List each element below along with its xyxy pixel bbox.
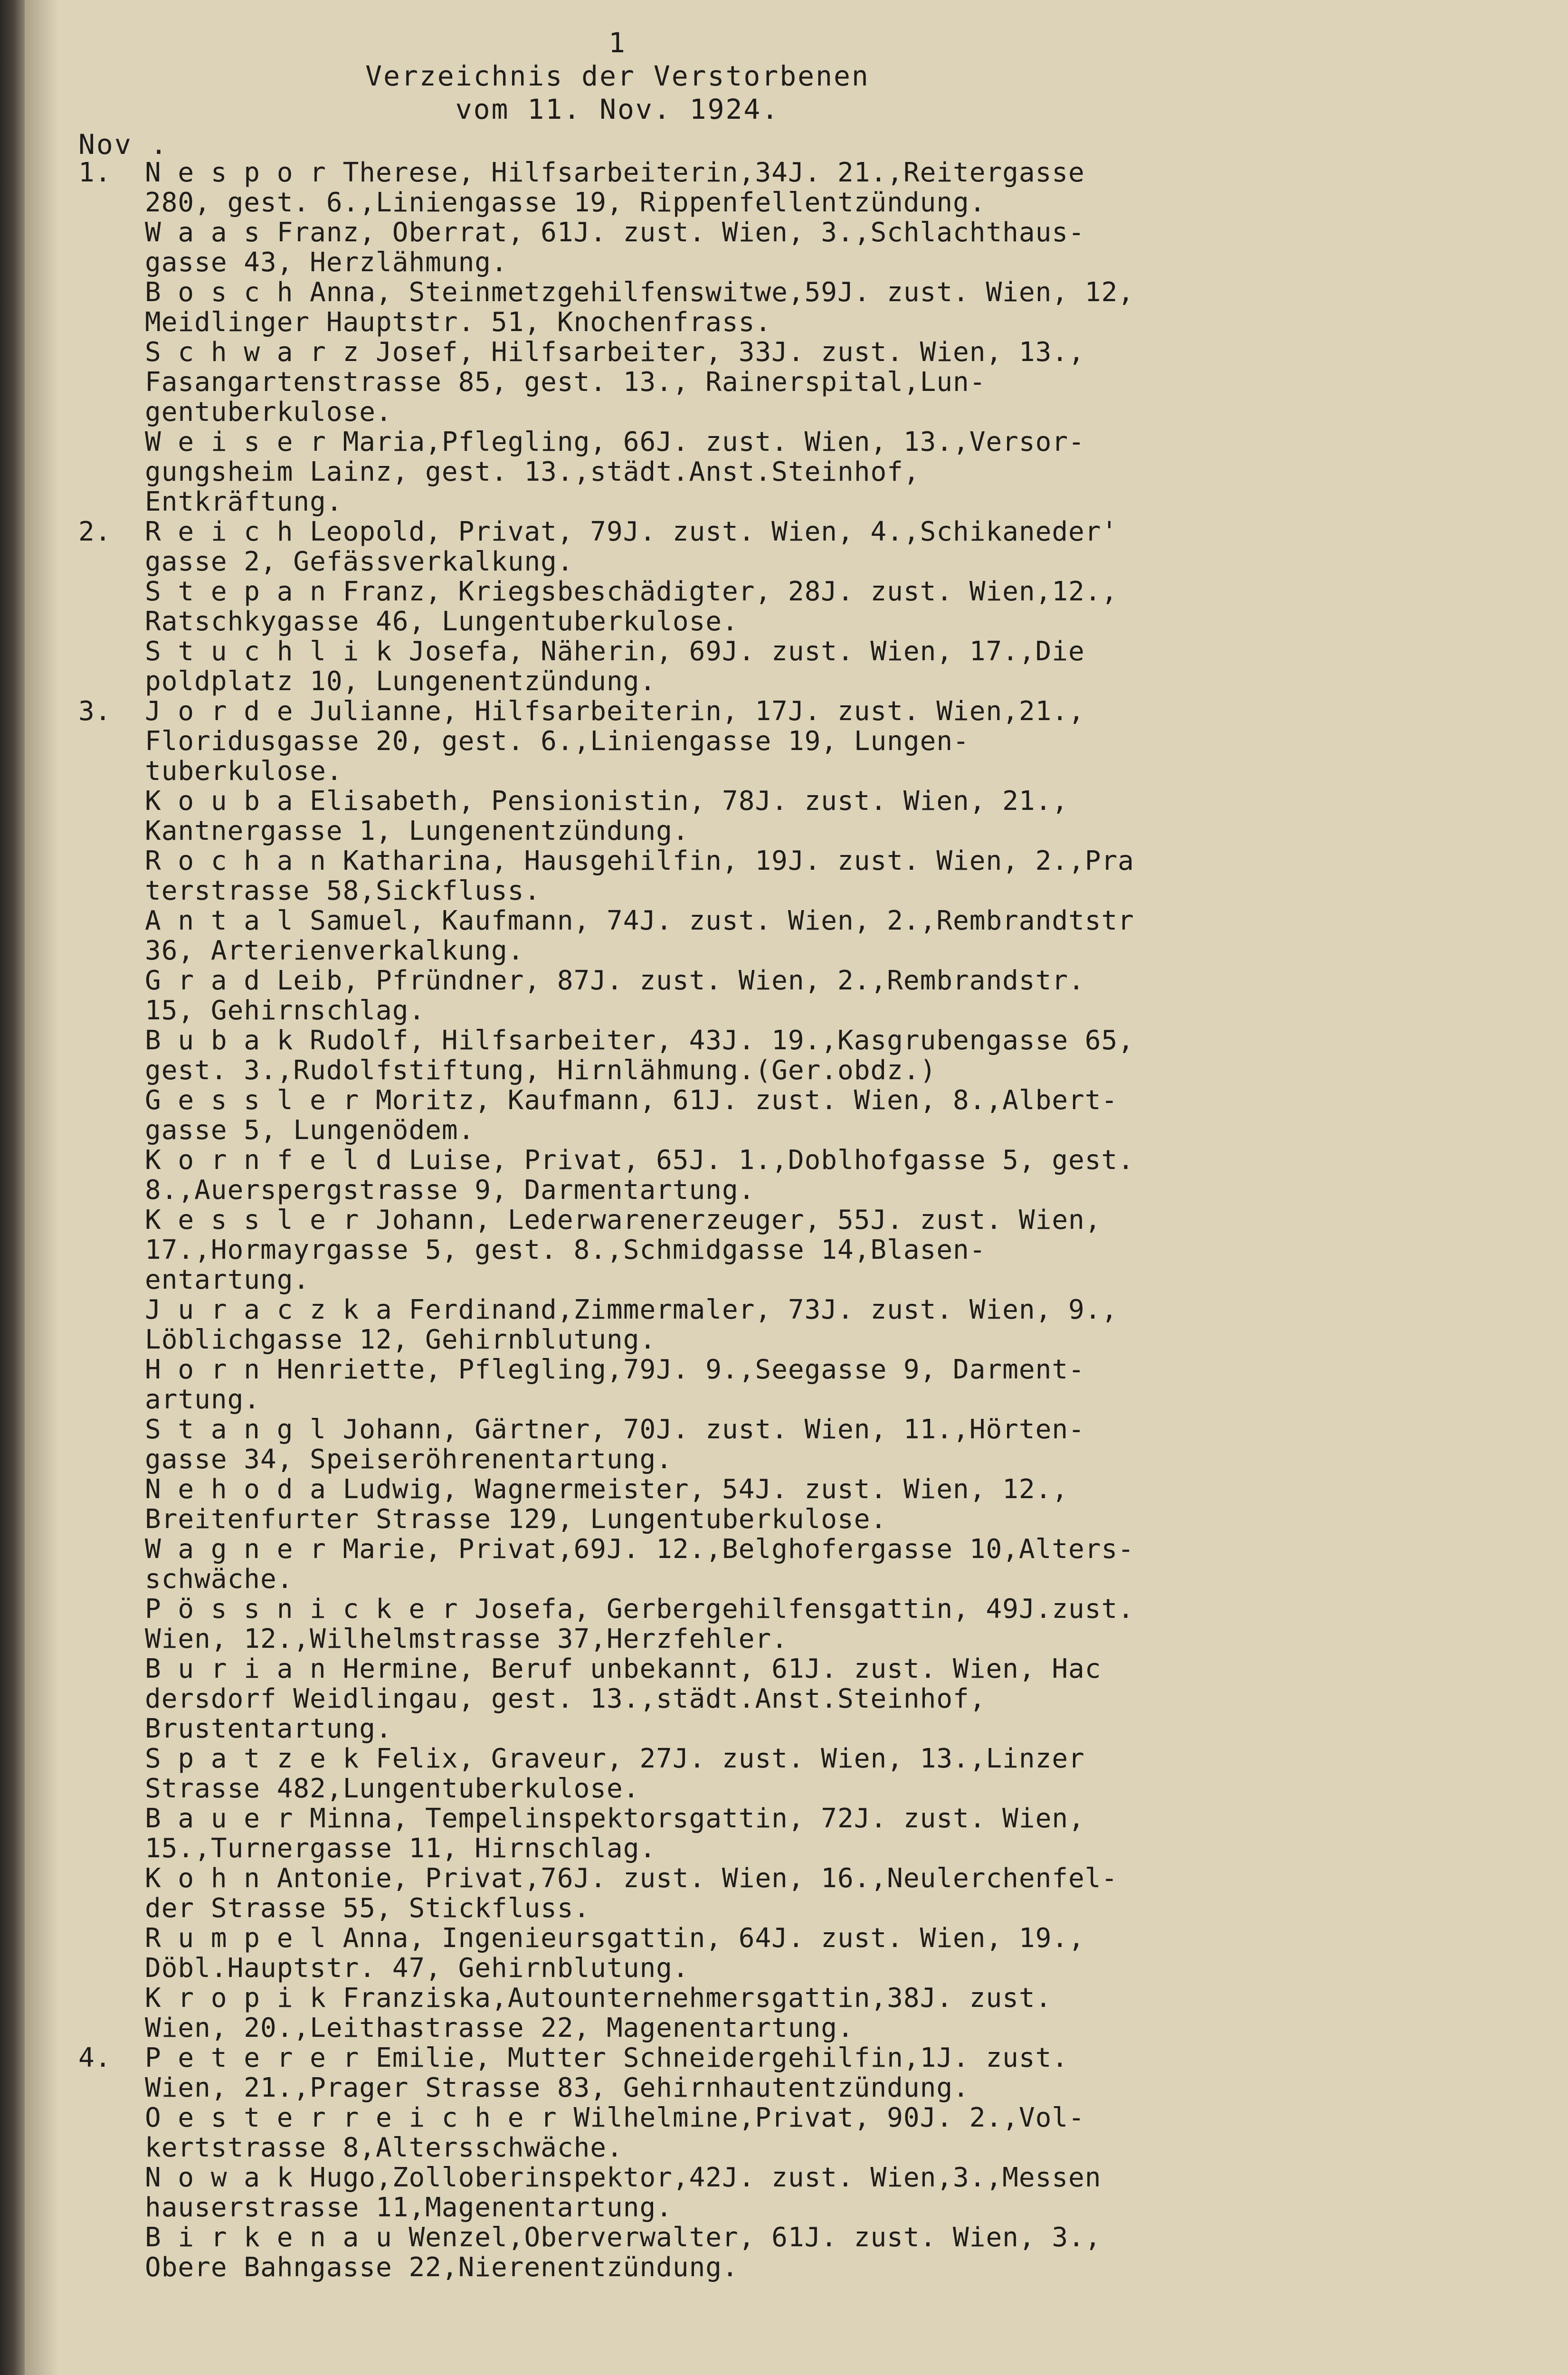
entry-line: Floridusgasse 20, gest. 6.,Liniengasse 19, Lungen- [145, 726, 969, 757]
register-entry [78, 1205, 1418, 1295]
register-entry [78, 1474, 1418, 1534]
entry-line: entartung. [145, 1264, 310, 1295]
entry-line: Brustentartung. [145, 1713, 392, 1744]
register-entry [78, 1145, 1418, 1205]
entry-line: W e i s e r Maria,Pflegling, 66J. zust. Wien, 13.,Versor- [145, 427, 1085, 457]
page-title: Verzeichnis der Verstorbenen [365, 60, 870, 92]
page-subtitle: vom 11. Nov. 1924. [455, 93, 780, 125]
entry-line: 15, Gehirnschlag. [145, 995, 426, 1026]
register-entry [78, 1654, 1418, 1744]
entry-line: 36, Arterienverkalkung. [145, 935, 524, 966]
entry-line: gungsheim Lainz, gest. 13.,städt.Anst.Steinhof, [145, 456, 920, 487]
entry-date: 3. [78, 696, 112, 727]
entry-line: terstrasse 58,Sickfluss. [145, 875, 541, 906]
register-entry [78, 1863, 1418, 1923]
entry-line: A n t a l Samuel, Kaufmann, 74J. zust. Wien, 2.,Rembrandtstr [145, 905, 1134, 936]
entry-line: N e s p o r Therese, Hilfsarbeiterin,34J. 21.,Reitergasse [145, 157, 1085, 188]
entry-line: B i r k e n a u Wenzel,Oberverwalter, 61J. zust. Wien, 3., [145, 2222, 1102, 2253]
entry-line: W a g n e r Marie, Privat,69J. 12.,Belghofergasse 10,Alters- [145, 1534, 1134, 1565]
entry-line: J u r a c z k a Ferdinand,Zimmermaler, 73J. zust. Wien, 9., [145, 1294, 1118, 1325]
entry-line: tuberkulose. [145, 756, 343, 787]
entry-line: Breitenfurter Strasse 129, Lungentuberkulose. [145, 1504, 887, 1535]
register-entry [78, 218, 1418, 277]
register-entry [78, 846, 1418, 906]
entry-line: Strasse 482,Lungentuberkulose. [145, 1773, 640, 1804]
entry-line: gasse 34, Speiseröhrenentartung. [145, 1444, 673, 1475]
entry-line: H o r n Henriette, Pflegling,79J. 9.,Seegasse 9, Darment- [145, 1354, 1085, 1385]
register-entry [78, 636, 1418, 696]
entry-line: W a a s Franz, Oberrat, 61J. zust. Wien, 3.,Schlachthaus- [145, 217, 1085, 248]
entry-line: G r a d Leib, Pfründner, 87J. zust. Wien, 2.,Rembrandstr. [145, 965, 1085, 996]
entry-line: dersdorf Weidlingau, gest. 13.,städt.Anst.Steinhof, [145, 1683, 986, 1714]
entry-line: Kantnergasse 1, Lungenentzündung. [145, 816, 689, 846]
entry-line: 17.,Hormayrgasse 5, gest. 8.,Schmidgasse 14,Blasen- [145, 1235, 986, 1265]
register-entry [78, 577, 1418, 636]
entry-line: P e t e r e r Emilie, Mutter Schneidergehilfin,1J. zust. [145, 2042, 1069, 2073]
entry-line: gasse 2, Gefässverkalkung. [145, 546, 574, 577]
entry-date: 2. [78, 516, 112, 547]
entry-line: R u m p e l Anna, Ingenieursgattin, 64J. zust. Wien, 19., [145, 1923, 1085, 1954]
register-entry [78, 1085, 1418, 1145]
entry-line: R e i c h Leopold, Privat, 79J. zust. Wien, 4.,Schikaneder' [145, 516, 1118, 547]
entry-line: schwäche. [145, 1564, 294, 1595]
entry-line: hauserstrasse 11,Magenentartung. [145, 2192, 673, 2223]
entry-line: S c h w a r z Josef, Hilfsarbeiter, 33J. zust. Wien, 13., [145, 337, 1085, 368]
entry-line: gest. 3.,Rudolfstiftung, Hirnlähmung.(Ger.obdz.) [145, 1055, 937, 1086]
entry-line: N e h o d a Ludwig, Wagnermeister, 54J. zust. Wien, 12., [145, 1474, 1069, 1505]
entry-line: S t u c h l i k Josefa, Näherin, 69J. zust. Wien, 17.,Die [145, 636, 1085, 667]
entry-line: Löblichgasse 12, Gehirnblutung. [145, 1324, 656, 1355]
register-entry [78, 966, 1418, 1026]
entry-line: O e s t e r r e i c h e r Wilhelmine,Privat, 90J. 2.,Vol- [145, 2102, 1085, 2133]
entry-line: gentuberkulose. [145, 397, 392, 428]
entry-line: Obere Bahngasse 22,Nierenentzündung. [145, 2252, 739, 2283]
page-header [285, 26, 950, 126]
entry-line: Ratschkygasse 46, Lungentuberkulose. [145, 606, 739, 637]
entry-line: K o u b a Elisabeth, Pensionistin, 78J. zust. Wien, 21., [145, 786, 1069, 817]
entry-line: P ö s s n i c k e r Josefa, Gerbergehilfensgattin, 49J.zust. [145, 1594, 1134, 1624]
entry-line: K e s s l e r Johann, Lederwarenerzeuger, 55J. zust. Wien, [145, 1205, 1102, 1235]
register-entry [78, 1534, 1418, 1594]
register-entry [78, 1804, 1418, 1863]
entry-line: B u r i a n Hermine, Beruf unbekannt, 61J. zust. Wien, Hac [145, 1653, 1102, 1684]
register-entry [78, 786, 1418, 846]
register-entry [78, 1594, 1418, 1654]
entry-line: Meidlinger Hauptstr. 51, Knochenfrass. [145, 307, 772, 338]
entry-line: R o c h a n Katharina, Hausgehilfin, 19J. zust. Wien, 2.,Pra [145, 846, 1134, 876]
death-register-list [78, 158, 1418, 2282]
entry-line: K o h n Antonie, Privat,76J. zust. Wien, 16.,Neulerchenfel- [145, 1863, 1118, 1894]
entry-line: K o r n f e l d Luise, Privat, 65J. 1.,Doblhofgasse 5, gest. [145, 1145, 1134, 1176]
register-entry [78, 2163, 1418, 2223]
register-entry [78, 906, 1418, 966]
entry-line: poldplatz 10, Lungenentzündung. [145, 666, 656, 697]
entry-line: Döbl.Hauptstr. 47, Gehirnblutung. [145, 1953, 689, 1984]
entry-line: kertstrasse 8,Altersschwäche. [145, 2132, 623, 2163]
entry-line: G e s s l e r Moritz, Kaufmann, 61J. zust. Wien, 8.,Albert- [145, 1085, 1118, 1116]
entry-line: Wien, 20.,Leithastrasse 22, Magenentartung. [145, 2013, 854, 2043]
register-entry [78, 1983, 1418, 2043]
entry-line: 8.,Auerspergstrasse 9, Darmentartung. [145, 1175, 755, 1206]
register-entry [78, 2223, 1418, 2282]
entry-line: K r o p i k Franziska,Autounternehmersgattin,38J. zust. [145, 1983, 1052, 2014]
entry-line: B a u e r Minna, Tempelinspektorsgattin, 72J. zust. Wien, [145, 1803, 1085, 1834]
register-entry [78, 2043, 1418, 2103]
register-entry [78, 277, 1418, 337]
entry-line: S t a n g l Johann, Gärtner, 70J. zust. Wien, 11.,Hörten- [145, 1414, 1085, 1445]
entry-line: der Strasse 55, Stickfluss. [145, 1893, 590, 1924]
register-entry [78, 1355, 1418, 1415]
register-entry [78, 1923, 1418, 1983]
register-entry [78, 1026, 1418, 1085]
register-entry [78, 427, 1418, 517]
register-entry [78, 1744, 1418, 1804]
register-entry [78, 2103, 1418, 2163]
register-entry [78, 158, 1418, 218]
page-number: 1 [608, 27, 627, 59]
entry-line: J o r d e Julianne, Hilfsarbeiterin, 17J. zust. Wien,21., [145, 696, 1085, 727]
entry-date: 1. [78, 157, 112, 188]
entry-date: 4. [78, 2042, 112, 2073]
month-marker: Nov . [78, 128, 169, 161]
register-entry [78, 1415, 1418, 1474]
entry-line: Entkräftung. [145, 486, 343, 517]
entry-line: Wien, 21.,Prager Strasse 83, Gehirnhautentzündung. [145, 2072, 969, 2103]
entry-line: Fasangartenstrasse 85, gest. 13., Rainerspital,Lun- [145, 367, 986, 398]
entry-line: gasse 43, Herzlähmung. [145, 247, 508, 278]
register-entry [78, 696, 1418, 786]
entry-line: S t e p a n Franz, Kriegsbeschädigter, 28J. zust. Wien,12., [145, 576, 1118, 607]
entry-line: 280, gest. 6.,Liniengasse 19, Rippenfellentzündung. [145, 187, 986, 218]
entry-line: gasse 5, Lungenödem. [145, 1115, 475, 1146]
register-entry [78, 517, 1418, 577]
entry-line: 15.,Turnergasse 11, Hirnschlag. [145, 1833, 656, 1864]
entry-line: S p a t z e k Felix, Graveur, 27J. zust. Wien, 13.,Linzer [145, 1743, 1085, 1774]
entry-line: B u b a k Rudolf, Hilfsarbeiter, 43J. 19.,Kasgrubengasse 65, [145, 1025, 1134, 1056]
entry-line: Wien, 12.,Wilhelmstrasse 37,Herzfehler. [145, 1624, 788, 1654]
entry-line: B o s c h Anna, Steinmetzgehilfenswitwe,59J. zust. Wien, 12, [145, 277, 1134, 308]
register-entry [78, 337, 1418, 427]
register-entry [78, 1295, 1418, 1355]
entry-line: N o w a k Hugo,Zolloberinspektor,42J. zust. Wien,3.,Messen [145, 2162, 1102, 2193]
entry-line: artung. [145, 1384, 261, 1415]
